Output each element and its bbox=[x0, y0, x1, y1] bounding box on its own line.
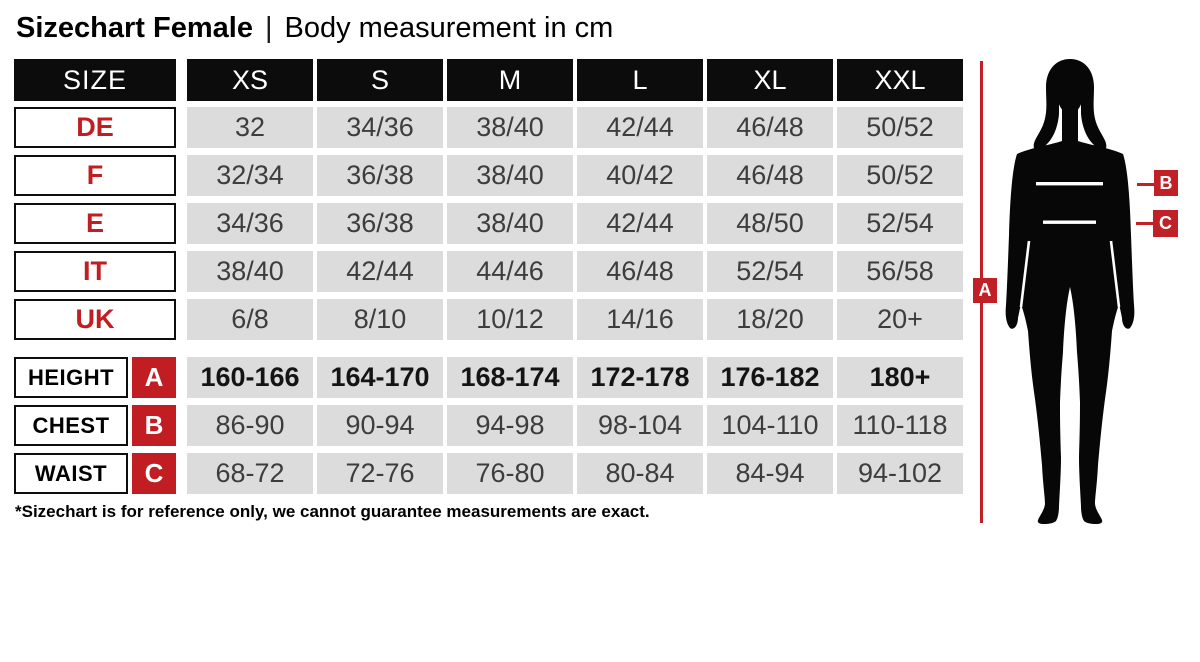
cell-waist-xl: 84-94 bbox=[707, 453, 833, 494]
cell-chest-m: 94-98 bbox=[447, 405, 573, 446]
cell-de-s: 34/36 bbox=[317, 107, 443, 148]
table-header-row bbox=[14, 59, 963, 101]
body-shape bbox=[1006, 141, 1135, 524]
cell-e-m: 38/40 bbox=[447, 203, 573, 244]
cell-uk-xxl: 20+ bbox=[837, 299, 963, 340]
waist-pointer-line bbox=[1136, 222, 1154, 225]
cell-it-m: 44/46 bbox=[447, 251, 573, 292]
cell-chest-xs: 86-90 bbox=[187, 405, 313, 446]
cell-f-xs: 32/34 bbox=[187, 155, 313, 196]
chest-badge-b: B bbox=[132, 405, 176, 446]
table-row-e bbox=[14, 203, 963, 244]
title-separator: | bbox=[264, 12, 273, 44]
row-label-waist: WAIST bbox=[14, 453, 128, 494]
row-label-de: DE bbox=[14, 107, 176, 148]
col-header-xs: XS bbox=[187, 59, 313, 101]
figure-badge-a: A bbox=[973, 278, 997, 303]
row-label-e: E bbox=[14, 203, 176, 244]
row-label-f: F bbox=[14, 155, 176, 196]
cell-de-xxl: 50/52 bbox=[837, 107, 963, 148]
col-header-s: S bbox=[317, 59, 443, 101]
cell-it-s: 42/44 bbox=[317, 251, 443, 292]
cell-uk-xl: 18/20 bbox=[707, 299, 833, 340]
cell-height-xs: 160-166 bbox=[187, 357, 313, 398]
cell-f-s: 36/38 bbox=[317, 155, 443, 196]
cell-chest-xxl: 110-118 bbox=[837, 405, 963, 446]
cell-it-xl: 52/54 bbox=[707, 251, 833, 292]
cell-height-xxl: 180+ bbox=[837, 357, 963, 398]
cell-it-xs: 38/40 bbox=[187, 251, 313, 292]
table-row-waist bbox=[14, 453, 963, 494]
col-header-xxl: XXL bbox=[837, 59, 963, 101]
size-header-cell: SIZE bbox=[14, 59, 176, 101]
neck-shape bbox=[1062, 101, 1078, 145]
waist-cut-line bbox=[1043, 221, 1096, 224]
cell-height-m: 168-174 bbox=[447, 357, 573, 398]
cell-f-xl: 46/48 bbox=[707, 155, 833, 196]
cell-waist-xs: 68-72 bbox=[187, 453, 313, 494]
cell-uk-s: 8/10 bbox=[317, 299, 443, 340]
chest-pointer-line bbox=[1137, 183, 1155, 186]
page-title bbox=[16, 12, 613, 45]
col-header-xl: XL bbox=[707, 59, 833, 101]
cell-f-m: 38/40 bbox=[447, 155, 573, 196]
cell-uk-xs: 6/8 bbox=[187, 299, 313, 340]
cell-de-xl: 46/48 bbox=[707, 107, 833, 148]
title-subtitle: Body measurement in cm bbox=[284, 12, 614, 44]
cell-e-xs: 34/36 bbox=[187, 203, 313, 244]
cell-uk-l: 14/16 bbox=[577, 299, 703, 340]
table-row-de bbox=[14, 107, 963, 148]
cell-waist-xxl: 94-102 bbox=[837, 453, 963, 494]
waist-badge-c: C bbox=[132, 453, 176, 494]
row-label-uk: UK bbox=[14, 299, 176, 340]
cell-uk-m: 10/12 bbox=[447, 299, 573, 340]
cell-waist-s: 72-76 bbox=[317, 453, 443, 494]
cell-chest-l: 98-104 bbox=[577, 405, 703, 446]
cell-chest-s: 90-94 bbox=[317, 405, 443, 446]
cell-e-xxl: 52/54 bbox=[837, 203, 963, 244]
figure-badge-c: C bbox=[1153, 210, 1178, 237]
cell-de-xs: 32 bbox=[187, 107, 313, 148]
cell-height-l: 172-178 bbox=[577, 357, 703, 398]
title-product: Sizechart Female bbox=[16, 12, 253, 44]
height-badge-a: A bbox=[132, 357, 176, 398]
table-row-height bbox=[14, 357, 963, 398]
footnote: *Sizechart is for reference only, we cannot guarantee measurements are exact. bbox=[15, 502, 650, 521]
cell-waist-l: 80-84 bbox=[577, 453, 703, 494]
chest-cut-line bbox=[1036, 182, 1103, 185]
cell-it-l: 46/48 bbox=[577, 251, 703, 292]
row-label-it: IT bbox=[14, 251, 176, 292]
cell-it-xxl: 56/58 bbox=[837, 251, 963, 292]
figure-badge-b: B bbox=[1154, 170, 1178, 196]
cell-de-l: 42/44 bbox=[577, 107, 703, 148]
cell-f-l: 40/42 bbox=[577, 155, 703, 196]
cell-chest-xl: 104-110 bbox=[707, 405, 833, 446]
cell-waist-m: 76-80 bbox=[447, 453, 573, 494]
table-row-uk bbox=[14, 299, 963, 340]
row-label-chest: CHEST bbox=[14, 405, 128, 446]
table-row-f bbox=[14, 155, 963, 196]
col-header-m: M bbox=[447, 59, 573, 101]
table-row-chest bbox=[14, 405, 963, 446]
cell-de-m: 38/40 bbox=[447, 107, 573, 148]
table-row-it bbox=[14, 251, 963, 292]
cell-e-s: 36/38 bbox=[317, 203, 443, 244]
cell-e-xl: 48/50 bbox=[707, 203, 833, 244]
col-header-l: L bbox=[577, 59, 703, 101]
size-table bbox=[14, 59, 963, 501]
row-label-height: HEIGHT bbox=[14, 357, 128, 398]
female-silhouette bbox=[1004, 57, 1138, 527]
cell-f-xxl: 50/52 bbox=[837, 155, 963, 196]
cell-height-s: 164-170 bbox=[317, 357, 443, 398]
cell-height-xl: 176-182 bbox=[707, 357, 833, 398]
cell-e-l: 42/44 bbox=[577, 203, 703, 244]
